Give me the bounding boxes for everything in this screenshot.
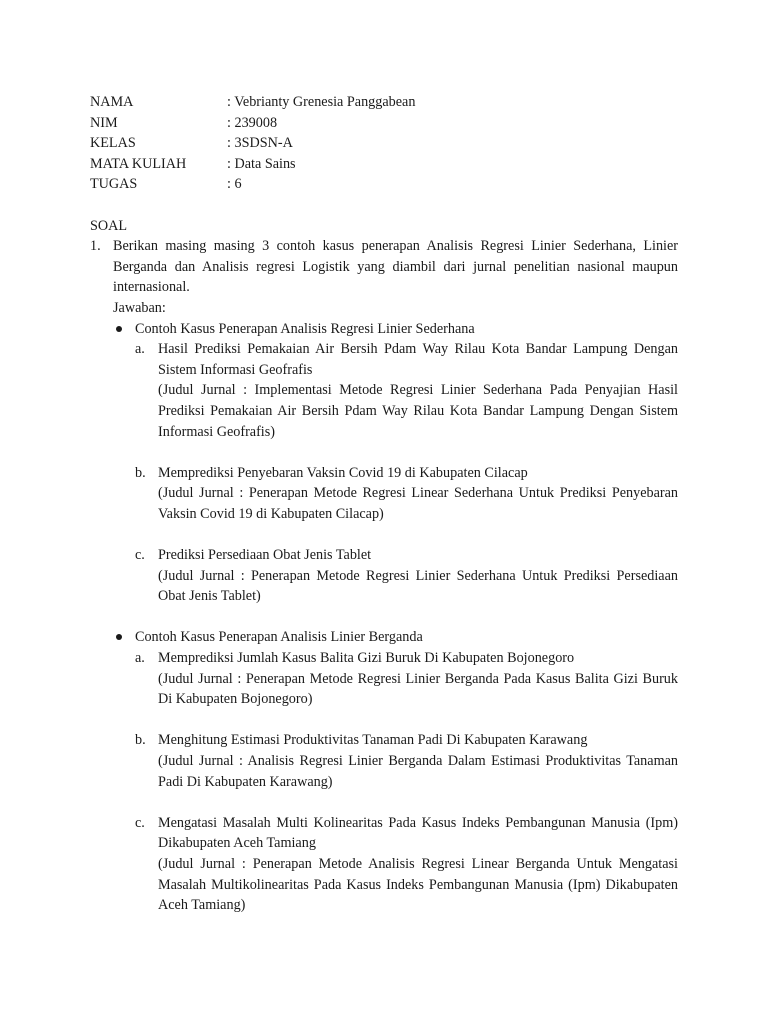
list-marker: a. [135, 341, 145, 358]
info-label: TUGAS [90, 176, 138, 193]
spacer [135, 442, 678, 463]
info-value: : 3SDSN-A [227, 135, 293, 152]
case-title: Prediksi Persediaan Obat Jenis Tablet [158, 547, 372, 564]
list-item-body [158, 545, 678, 607]
answer-section-body [135, 627, 678, 915]
spacer [135, 524, 678, 545]
journal-title: (Judul Jurnal : Analisis Regresi Linier Berganda Dalam Estimasi Produktivitas Tanaman Padi Di Kabupaten Karawang) [158, 753, 678, 790]
list-marker: b. [135, 464, 146, 481]
list-item-body [158, 463, 678, 525]
info-value: : Vebrianty Grenesia Panggabean [227, 94, 416, 110]
case-title: Hasil Prediksi Pemakaian Air Bersih Pdam Way Rilau Kota Bandar Lampung Dengan Sistem Informasi Geofrafis [158, 341, 678, 378]
list-item-body [158, 730, 678, 792]
info-row-tugas [90, 174, 678, 195]
answer-section-title: Contoh Kasus Penerapan Analisis Regresi Linier Sederhana [135, 320, 475, 337]
spacer [135, 710, 678, 731]
answer-section [113, 627, 678, 915]
info-value: : Data Sains [227, 155, 296, 172]
question-body [113, 236, 678, 916]
question-number: 1. [90, 238, 101, 255]
list-item [135, 463, 678, 525]
case-title: Memprediksi Penyebaran Vaksin Covid 19 di Kabupaten Cilacap [158, 464, 528, 481]
answer-label: Jawaban: [113, 299, 166, 316]
question-item [90, 236, 678, 916]
list-item [135, 730, 678, 792]
question-text: Berikan masing masing 3 contoh kasus penerapan Analisis Regresi Linier Sederhana, Linier Berganda dan Analisis regresi Logistik yang diambil dari jurnal penelitian nasional maupun internasional. [113, 238, 678, 296]
case-title: Memprediksi Jumlah Kasus Balita Gizi Buruk Di Kabupaten Bojonegoro [158, 650, 575, 667]
list-marker: c. [135, 547, 145, 564]
list-item-body [158, 339, 678, 442]
info-label: KELAS [90, 135, 136, 152]
journal-title: (Judul Jurnal : Penerapan Metode Regresi Linier Berganda Pada Kasus Balita Gizi Buruk Di Kabupaten Bojonegoro) [158, 670, 678, 708]
answer-section-title: Contoh Kasus Penerapan Analisis Linier Berganda [135, 629, 423, 646]
spacer [135, 792, 678, 813]
case-title: Menghitung Estimasi Produktivitas Tanaman Padi Di Kabupaten Karawang [158, 732, 588, 749]
info-row-nama [90, 92, 678, 113]
answer-section [113, 319, 678, 628]
info-row-nim [90, 113, 678, 134]
info-row-kelas [90, 133, 678, 154]
list-marker: b. [135, 732, 146, 749]
list-marker: c. [135, 814, 145, 831]
bullet-icon [113, 319, 135, 628]
info-row-mata-kuliah [90, 154, 678, 175]
info-value: : 6 [227, 176, 242, 193]
list-item [135, 545, 678, 607]
list-item-body [158, 648, 678, 710]
info-value: : 239008 [227, 114, 278, 131]
list-item [135, 813, 678, 916]
info-label: NIM [90, 114, 118, 131]
section-title: SOAL [90, 217, 128, 234]
journal-title: (Judul Jurnal : Implementasi Metode Regresi Linier Sederhana Pada Penyajian Hasil Prediksi Pemakaian Air Bersih Pdam Way Rilau Kota Bandar Lampung Dengan Sistem Informasi Geofrafis) [158, 382, 678, 440]
info-label: NAMA [90, 94, 134, 110]
bullet-icon [113, 627, 135, 915]
case-title: Mengatasi Masalah Multi Kolinearitas Pada Kasus Indeks Pembangunan Manusia (Ipm) Dikabupaten Aceh Tamiang [158, 814, 678, 852]
journal-title: (Judul Jurnal : Penerapan Metode Analisis Regresi Linear Berganda Untuk Mengatasi Masalah Multikolinearitas Pada Kasus Indeks Pembangunan Manusia (Ipm) Dikabupaten Aceh Tamiang) [158, 855, 678, 914]
info-label: MATA KULIAH [90, 155, 187, 172]
list-item [135, 648, 678, 710]
journal-title: (Judul Jurnal : Penerapan Metode Regresi Linier Sederhana Untuk Prediksi Persediaan Obat Jenis Tablet) [158, 567, 678, 605]
list-item [135, 339, 678, 442]
student-info [90, 92, 678, 195]
journal-title: (Judul Jurnal : Penerapan Metode Regresi Linear Sederhana Untuk Prediksi Penyebaran Vaksin Covid 19 di Kabupaten Cilacap) [158, 485, 678, 522]
spacer [135, 607, 678, 628]
spacer [90, 195, 678, 216]
answer-section-body [135, 319, 678, 628]
list-item-body [158, 813, 678, 916]
list-marker: a. [135, 650, 145, 667]
document-page [90, 92, 678, 916]
